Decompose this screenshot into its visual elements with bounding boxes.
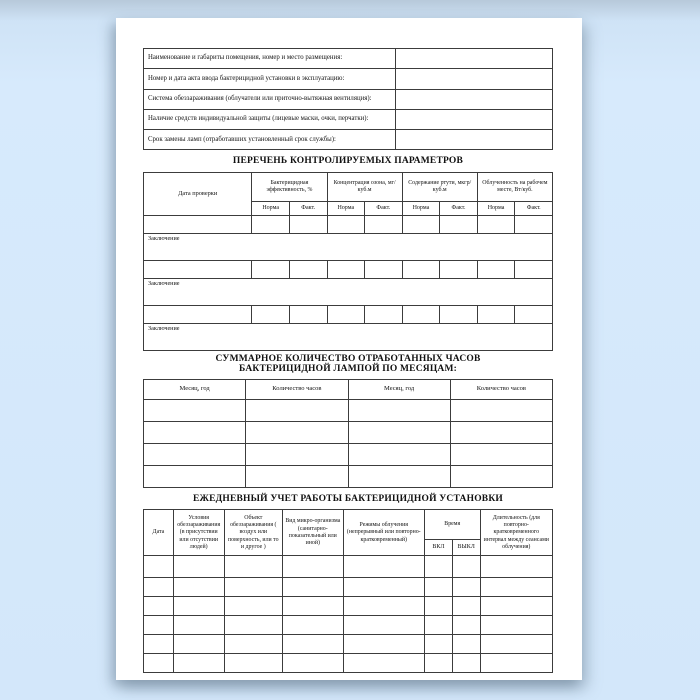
conclusion-cell: Заключение xyxy=(144,323,553,350)
header-row xyxy=(144,379,553,399)
empty-cell xyxy=(477,215,515,233)
empty-cell xyxy=(289,260,327,278)
empty-cell xyxy=(252,305,290,323)
empty-cell xyxy=(224,578,282,597)
column-header-norm: Норма xyxy=(477,201,515,215)
empty-cell xyxy=(424,635,452,654)
empty-cell xyxy=(327,215,365,233)
column-header-hours-count: Количество часов xyxy=(246,379,348,399)
section-title-parameters: ПЕРЕЧЕНЬ КОНТРОЛИРУЕМЫХ ПАРАМЕТРОВ xyxy=(232,156,464,167)
column-header-check-date: Дата проверки xyxy=(144,172,252,215)
empty-cell xyxy=(450,421,552,443)
empty-cell xyxy=(327,260,365,278)
table-row xyxy=(144,260,553,278)
empty-cell xyxy=(343,578,424,597)
empty-cell xyxy=(365,305,403,323)
empty-cell xyxy=(144,260,252,278)
empty-cell xyxy=(480,616,552,635)
empty-cell xyxy=(450,465,552,487)
empty-cell xyxy=(480,597,552,616)
empty-cell xyxy=(173,654,224,673)
table-row xyxy=(144,399,553,421)
column-header-norm: Норма xyxy=(252,201,290,215)
empty-cell xyxy=(480,556,552,578)
table-row xyxy=(144,465,553,487)
empty-cell xyxy=(424,616,452,635)
empty-cell xyxy=(348,421,450,443)
empty-cell xyxy=(440,215,478,233)
empty-cell xyxy=(144,305,252,323)
empty-cell xyxy=(395,69,552,89)
column-header-time: Время xyxy=(424,510,480,540)
empty-cell xyxy=(515,305,553,323)
column-header-object: Объект обеззараживания ( воздух или поверхность, или то и другое ) xyxy=(224,510,282,556)
empty-cell xyxy=(343,597,424,616)
empty-cell xyxy=(173,556,224,578)
empty-cell xyxy=(224,556,282,578)
empty-cell xyxy=(283,597,344,616)
column-header-mode: Режимы облучения (непрерывный или повторно-кратковременный) xyxy=(343,510,424,556)
empty-cell xyxy=(424,578,452,597)
empty-cell xyxy=(365,215,403,233)
column-header-norm: Норма xyxy=(327,201,365,215)
empty-cell xyxy=(144,597,174,616)
empty-cell xyxy=(452,556,480,578)
column-header-off: ВЫКЛ xyxy=(452,540,480,556)
empty-cell xyxy=(402,305,440,323)
empty-cell xyxy=(289,305,327,323)
empty-cell xyxy=(424,597,452,616)
empty-cell xyxy=(395,109,552,129)
empty-cell xyxy=(283,578,344,597)
page-content xyxy=(116,18,582,673)
header-row xyxy=(144,172,553,201)
empty-cell xyxy=(144,654,174,673)
section-title-hours-line2: БАКТЕРИЦИДНОЙ ЛАМПОЙ ПО МЕСЯЦАМ: xyxy=(238,364,458,375)
empty-cell xyxy=(144,215,252,233)
field-label-ppe: Наличие средств индивидуальной защиты (лицевые маски, очки, перчатки): xyxy=(144,109,396,129)
empty-cell xyxy=(246,443,348,465)
section-title-hours-line1: СУММАРНОЕ КОЛИЧЕСТВО ОТРАБОТАННЫХ ЧАСОВ xyxy=(215,353,481,364)
field-label-lamp-replacement: Срок замены ламп (отработавших установленный срок службы): xyxy=(144,130,396,150)
table-row xyxy=(144,635,553,654)
empty-cell xyxy=(343,616,424,635)
empty-cell xyxy=(283,616,344,635)
empty-cell xyxy=(452,578,480,597)
column-header-mercury-content: Содержание ртути, мкгр/ куб.м xyxy=(402,172,477,201)
empty-cell xyxy=(252,260,290,278)
empty-cell xyxy=(224,654,282,673)
empty-cell xyxy=(515,215,553,233)
field-label-room: Наименование и габариты помещения, номер и место размещения: xyxy=(144,49,396,69)
empty-cell xyxy=(173,635,224,654)
empty-cell xyxy=(440,260,478,278)
empty-cell xyxy=(144,578,174,597)
empty-cell xyxy=(173,597,224,616)
empty-cell xyxy=(452,616,480,635)
table-row xyxy=(144,616,553,635)
column-header-month-year: Месяц, год xyxy=(348,379,450,399)
empty-cell xyxy=(480,654,552,673)
section-title-hours xyxy=(143,354,553,375)
column-header-hours-count: Количество часов xyxy=(450,379,552,399)
column-header-month-year: Месяц, год xyxy=(144,379,246,399)
empty-cell xyxy=(246,421,348,443)
conclusion-cell: Заключение xyxy=(144,233,553,260)
table-row xyxy=(144,597,553,616)
empty-cell xyxy=(289,215,327,233)
column-header-fact: Факт. xyxy=(515,201,553,215)
empty-cell xyxy=(477,305,515,323)
table-row xyxy=(144,233,553,260)
empty-cell xyxy=(424,556,452,578)
table-row xyxy=(144,278,553,305)
empty-cell xyxy=(477,260,515,278)
empty-cell xyxy=(395,89,552,109)
column-header-fact: Факт. xyxy=(440,201,478,215)
empty-cell xyxy=(173,578,224,597)
empty-cell xyxy=(395,130,552,150)
table-row xyxy=(144,305,553,323)
empty-cell xyxy=(452,635,480,654)
empty-cell xyxy=(343,556,424,578)
empty-cell xyxy=(348,465,450,487)
empty-cell xyxy=(450,443,552,465)
table-row xyxy=(144,49,553,69)
table-row xyxy=(144,89,553,109)
empty-cell xyxy=(144,399,246,421)
empty-cell xyxy=(283,635,344,654)
column-header-on: ВКЛ xyxy=(424,540,452,556)
table-row xyxy=(144,323,553,350)
table-row xyxy=(144,421,553,443)
empty-cell xyxy=(144,556,174,578)
empty-cell xyxy=(348,399,450,421)
table-row xyxy=(144,69,553,89)
table-row xyxy=(144,130,553,150)
column-header-ozone-concentration: Концентрация озона, мг/ куб.м xyxy=(327,172,402,201)
empty-cell xyxy=(450,399,552,421)
field-label-system: Система обеззараживания (облучатели или приточно-вытяжная вентиляция): xyxy=(144,89,396,109)
document-page xyxy=(116,18,582,680)
empty-cell xyxy=(224,635,282,654)
empty-cell xyxy=(246,399,348,421)
table-row xyxy=(144,109,553,129)
column-header-microorganism: Вид микро-организма (санитарно-показательный или иной) xyxy=(283,510,344,556)
empty-cell xyxy=(252,215,290,233)
empty-cell xyxy=(283,654,344,673)
empty-cell xyxy=(480,578,552,597)
empty-cell xyxy=(343,654,424,673)
column-header-date: Дата xyxy=(144,510,174,556)
empty-cell xyxy=(224,616,282,635)
empty-cell xyxy=(173,616,224,635)
table-row xyxy=(144,556,553,578)
table-row xyxy=(144,215,553,233)
empty-cell xyxy=(452,597,480,616)
empty-cell xyxy=(452,654,480,673)
empty-cell xyxy=(343,635,424,654)
empty-cell xyxy=(402,215,440,233)
empty-cell xyxy=(144,616,174,635)
empty-cell xyxy=(395,49,552,69)
controlled-parameters-table xyxy=(143,172,553,351)
daily-log-table xyxy=(143,509,553,673)
empty-cell xyxy=(402,260,440,278)
empty-cell xyxy=(480,635,552,654)
empty-cell xyxy=(424,654,452,673)
empty-cell xyxy=(224,597,282,616)
empty-cell xyxy=(348,443,450,465)
column-header-conditions: Условия обеззараживания (в присутствии или отсутствии людей) xyxy=(173,510,224,556)
table-row xyxy=(144,578,553,597)
conclusion-cell: Заключение xyxy=(144,278,553,305)
table-row xyxy=(144,654,553,673)
field-label-act-number: Номер и дата акта ввода бактерицидной установки в эксплуатацию: xyxy=(144,69,396,89)
column-header-fact: Факт. xyxy=(289,201,327,215)
facility-info-table xyxy=(143,48,553,150)
column-header-norm: Норма xyxy=(402,201,440,215)
hours-summary-table xyxy=(143,379,553,488)
empty-cell xyxy=(144,465,246,487)
empty-cell xyxy=(144,421,246,443)
section-title-daily-log: ЕЖЕДНЕВНЫЙ УЧЕТ РАБОТЫ БАКТЕРИЦИДНОЙ УСТАНОВКИ xyxy=(192,493,503,504)
empty-cell xyxy=(246,465,348,487)
column-header-bactericidal-efficiency: Бактерицидная эффективность, % xyxy=(252,172,327,201)
table-row xyxy=(144,443,553,465)
column-header-irradiance: Облученность на рабочем месте, Вт/куб. xyxy=(477,172,552,201)
empty-cell xyxy=(515,260,553,278)
header-row xyxy=(144,510,553,540)
column-header-duration: Длительность (для повторно-кратковременного интервал между сеансами облучения) xyxy=(480,510,552,556)
empty-cell xyxy=(365,260,403,278)
empty-cell xyxy=(144,443,246,465)
empty-cell xyxy=(283,556,344,578)
empty-cell xyxy=(440,305,478,323)
column-header-fact: Факт. xyxy=(365,201,403,215)
empty-cell xyxy=(144,635,174,654)
empty-cell xyxy=(327,305,365,323)
